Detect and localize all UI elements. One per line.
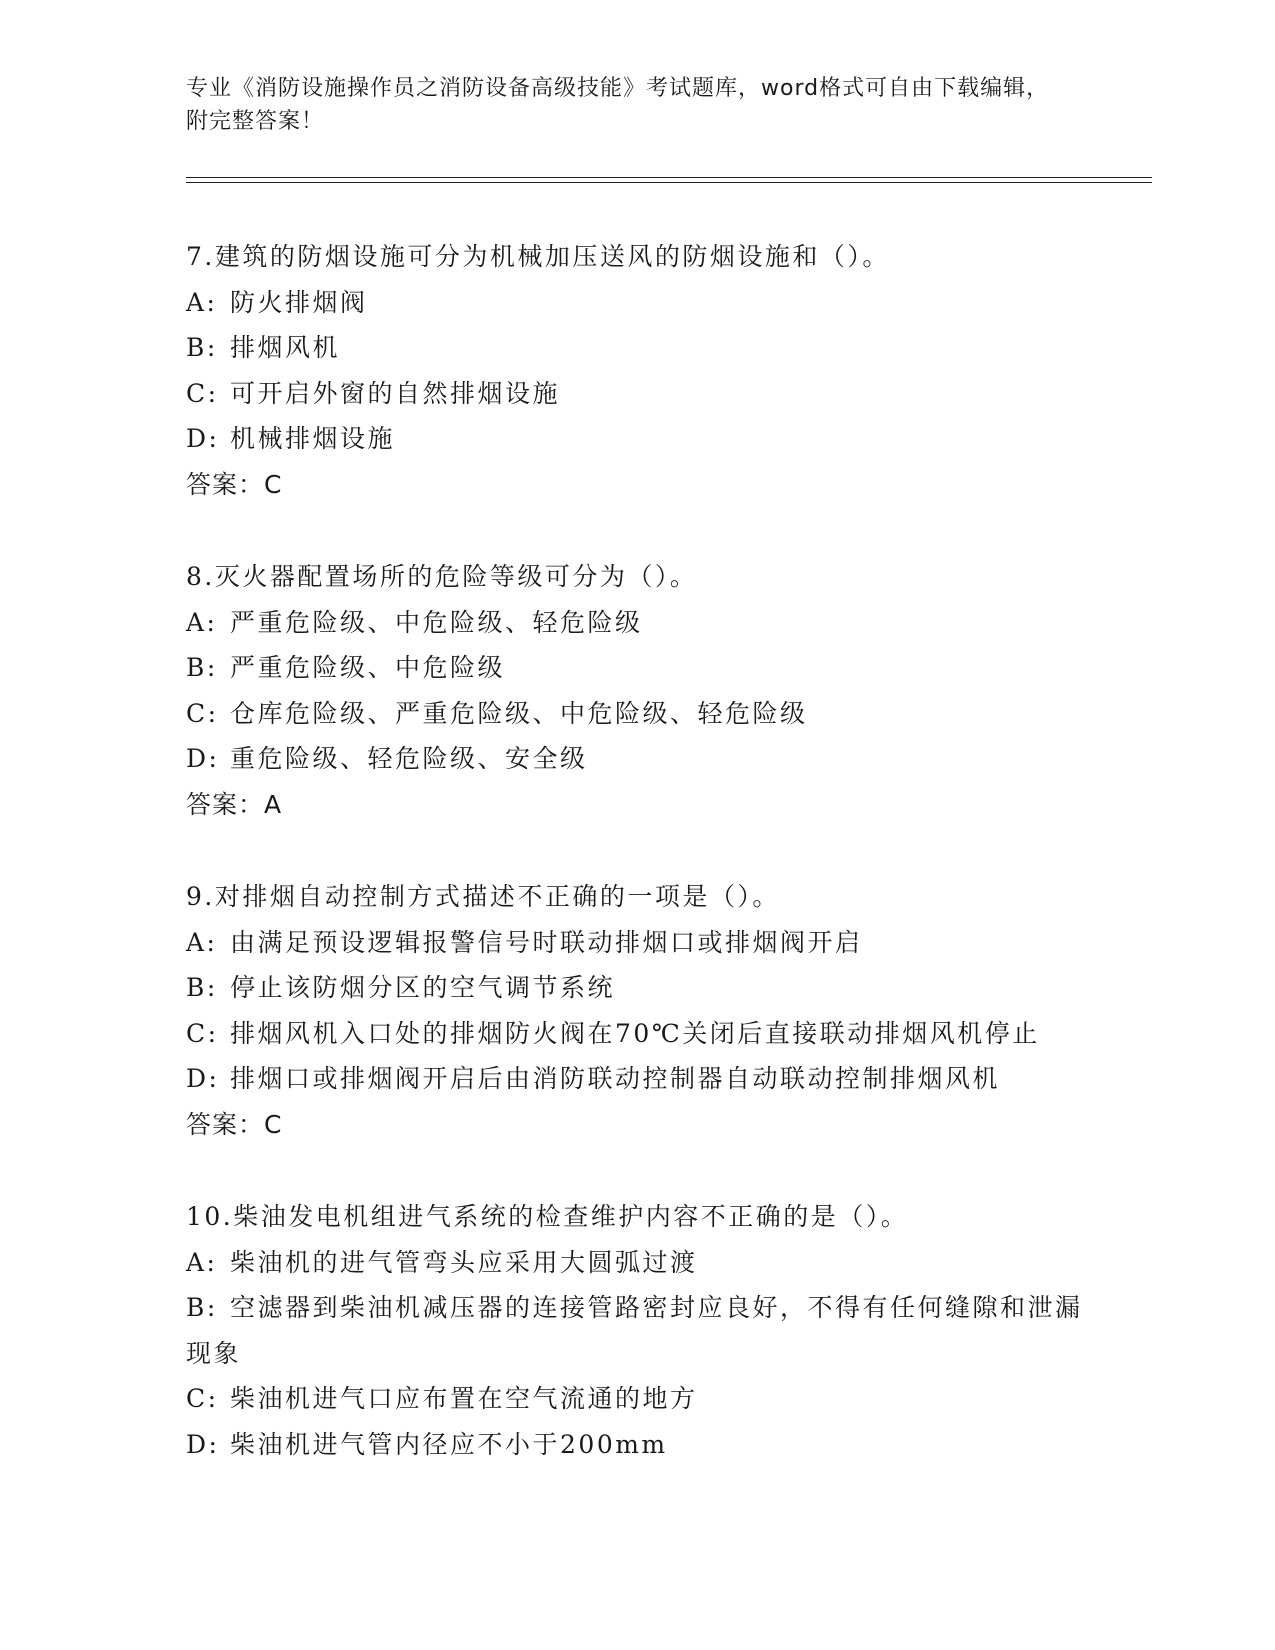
answer-line: 答案：C [186,1109,283,1139]
question-stem: 9.对排烟自动控制方式描述不正确的一项是（）。 [186,882,780,911]
option-key: B: [186,973,218,1002]
option-a [186,1240,1086,1286]
question-list [186,234,1086,1514]
question-7 [186,234,1086,507]
option-key: B: [186,333,218,362]
option-text: 停止该防烟分区的空气调节系统 [230,973,616,1002]
option-text: 可开启外窗的自然排烟设施 [230,378,561,408]
option-text: 防火排烟阀 [230,287,368,317]
option-d [186,1422,1086,1468]
option-text: 严重危险级、中危险级、轻危险级 [230,607,643,637]
option-text: 由满足预设逻辑报警信号时联动排烟口或排烟阀开启 [230,927,863,957]
option-text: 排烟风机 [230,333,341,362]
option-b [186,965,1086,1011]
question-stem: 7.建筑的防烟设施可分为机械加压送风的防烟设施和（）。 [186,242,890,271]
option-key: B: [186,1293,218,1322]
option-text: 柴油机进气管内径应不小于200mm [230,1429,668,1459]
option-key: C: [186,1018,219,1048]
question-9 [186,874,1086,1147]
header-divider-bottom [186,182,1152,183]
option-text: 严重危险级、中危险级 [230,653,506,682]
option-key: A: [186,927,218,957]
option-b [186,645,1086,691]
option-key: A: [186,607,218,637]
option-key: C: [186,698,219,728]
option-key: C: [186,1384,219,1413]
option-text: 仓库危险级、严重危险级、中危险级、轻危险级 [230,698,808,728]
question-stem: 8.灭火器配置场所的危险等级可分为（）。 [186,562,698,591]
option-c [186,371,1086,417]
option-a [186,280,1086,326]
option-b [186,325,1086,371]
document-header: 专业《消防设施操作员之消防设备高级技能》考试题库，word格式可自由下载编辑，附完整答案！ [186,76,1050,134]
option-b [186,1285,1086,1376]
answer-line: 答案：C [186,469,283,499]
option-d [186,736,1086,782]
option-key: A: [186,287,218,317]
option-text: 空滤器到柴油机减压器的连接管路密封应良好，不得有任何缝隙和泄漏现象 [186,1293,1083,1368]
option-key: C: [186,378,219,408]
option-text: 排烟口或排烟阀开启后由消防联动控制器自动联动控制排烟风机 [230,1064,1001,1093]
answer-line: 答案：A [186,789,283,819]
option-c [186,691,1086,737]
option-key: D: [186,424,220,453]
option-key: A: [186,1247,218,1277]
option-a [186,920,1086,966]
option-text: 排烟风机入口处的排烟防火阀在70℃关闭后直接联动排烟风机停止 [230,1018,1040,1048]
option-key: B: [186,653,218,682]
option-key: D: [186,1064,220,1093]
header-divider-top [186,177,1152,178]
option-a [186,600,1086,646]
option-text: 柴油机进气口应布置在空气流通的地方 [230,1384,698,1413]
option-text: 柴油机的进气管弯头应采用大圆弧过渡 [230,1247,698,1277]
option-key: D: [186,744,220,773]
option-c [186,1011,1086,1057]
question-8 [186,554,1086,827]
option-c [186,1376,1086,1422]
option-d [186,416,1086,462]
question-stem: 10.柴油发电机组进气系统的检查维护内容不正确的是（）。 [186,1202,909,1231]
option-text: 重危险级、轻危险级、安全级 [230,744,588,773]
question-10 [186,1194,1086,1467]
option-text: 机械排烟设施 [230,424,396,453]
option-key: D: [186,1429,220,1459]
option-d [186,1056,1086,1102]
